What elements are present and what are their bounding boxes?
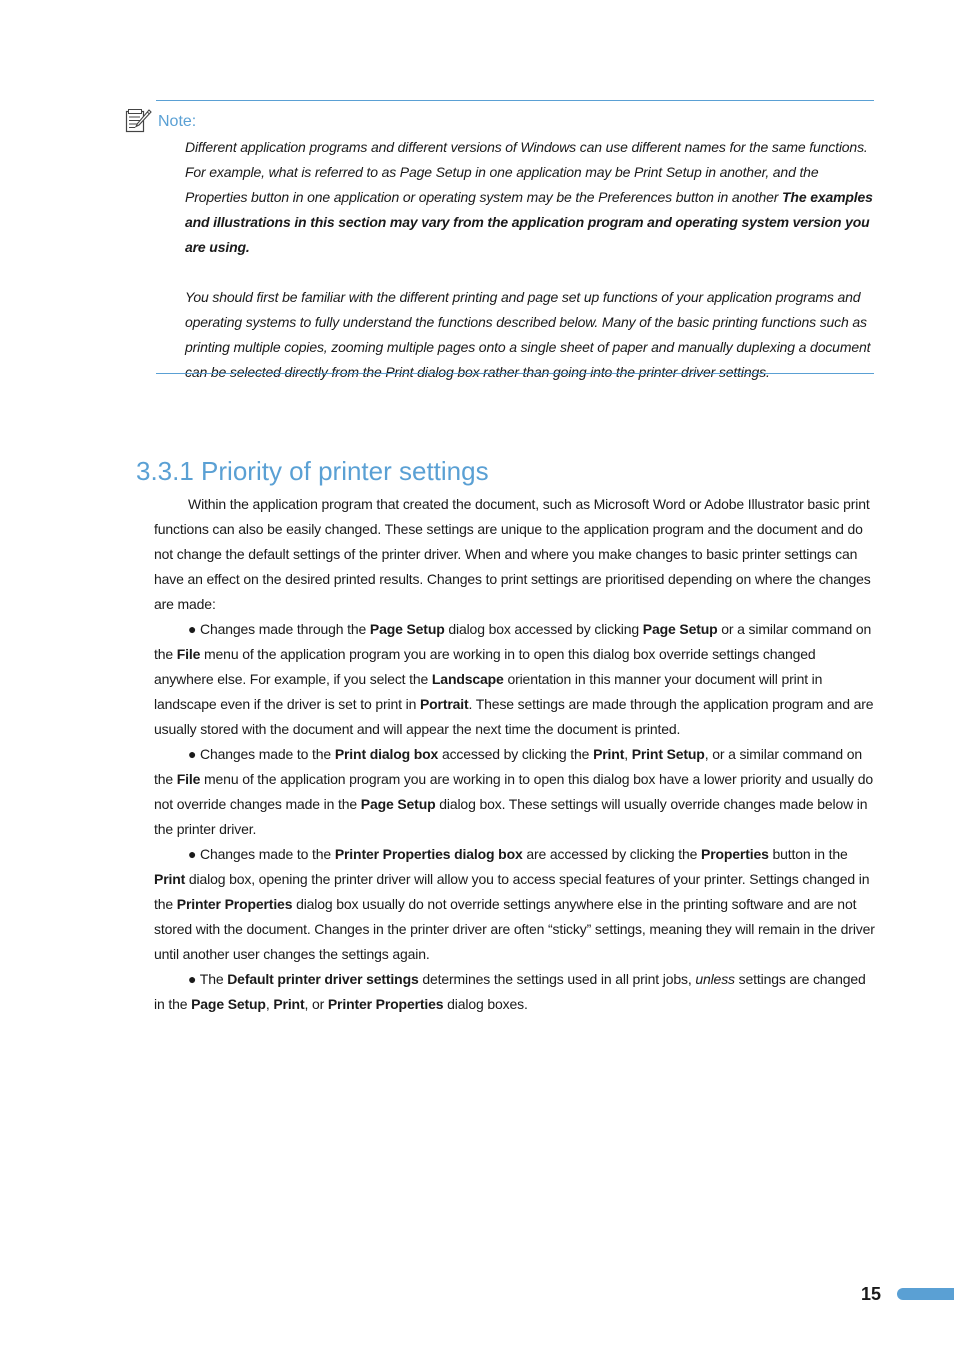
section-title: 3.3.1 Priority of printer settings [136, 456, 489, 486]
note-top-rule [156, 100, 874, 101]
note-label: Note: [158, 113, 197, 130]
intro-paragraph: Within the application program that created the document, such as Microsoft Word or Adobe Illustrator basic print functions can also be easily changed. These settings are unique to the application program and the document and do not change the default settings of the printer driver. When and where you make changes to basic printer settings can have an effect on the desired printed results. Changes to print settings are prioritised depending on where the changes are made: [154, 496, 871, 612]
bullet-print-dialog: ● Changes made to the Print dialog box accessed by clicking the Print, Print Setup, or a similar command on the File menu of the application program you are working in to open this dialog box have a lower priority and usually do not override changes made in the Page Setup dialog box. These settings will usually override changes made below in the printer driver. [154, 746, 874, 837]
bullet-printer-properties: ● Changes made to the Printer Properties dialog box are accessed by clicking the Properties button in the Print dialog box, opening the printer driver will allow you to access special features of your printer. Settings changed in the Printer Properties dialog box usually do not override settings anywhere else in the printing software and are not stored with the document. Changes in the printer driver are often “sticky” settings, meaning they will remain in the driver until another user changes the settings again. [154, 846, 875, 962]
note-emphasis: The examples and illustrations in this section may vary from the application program and operating system version you are using. [185, 189, 873, 255]
page-tab-decoration [897, 1288, 954, 1300]
note-header [124, 107, 196, 135]
note-pencil-icon [124, 108, 152, 134]
bullet-page-setup: ● Changes made through the Page Setup dialog box accessed by clicking Page Setup or a similar command on the File menu of the application program you are working in to open this dialog box override settings changed anywhere else. For example, if you select the Landscape orientation in this manner your document will print in landscape even if the driver is set to print in Portrait. These settings are made through the application program and are usually stored with the document and will appear the next time the document is printed. [154, 621, 874, 737]
note-paragraph-1: Different application programs and different versions of Windows can use different names for the same functions. For example, what is referred to as Page Setup in one application may be Print Setup in another, and the Properties button in one application or operating system may be the Preferences button in another The examples and illustrations in this section may vary from the application program and operating system version you are using. [185, 139, 873, 255]
note-body [185, 135, 875, 385]
bullet-default-settings: ● The Default printer driver settings determines the settings used in all print jobs, unless settings are changed in the Page Setup, Print, or Printer Properties dialog boxes. [154, 971, 866, 1012]
page-number: 15 [861, 1284, 882, 1304]
note-bottom-rule [156, 373, 874, 374]
section-body [154, 492, 876, 1017]
note-paragraph-2: You should first be familiar with the different printing and page set up functions of your application programs and operating systems to fully understand the functions described below. Many of the basic printing functions such as printing multiple copies, zooming multiple pages onto a single sheet of paper and manually duplexing a document can be selected directly from the Print dialog box rather than going into the printer driver settings. [185, 289, 871, 380]
